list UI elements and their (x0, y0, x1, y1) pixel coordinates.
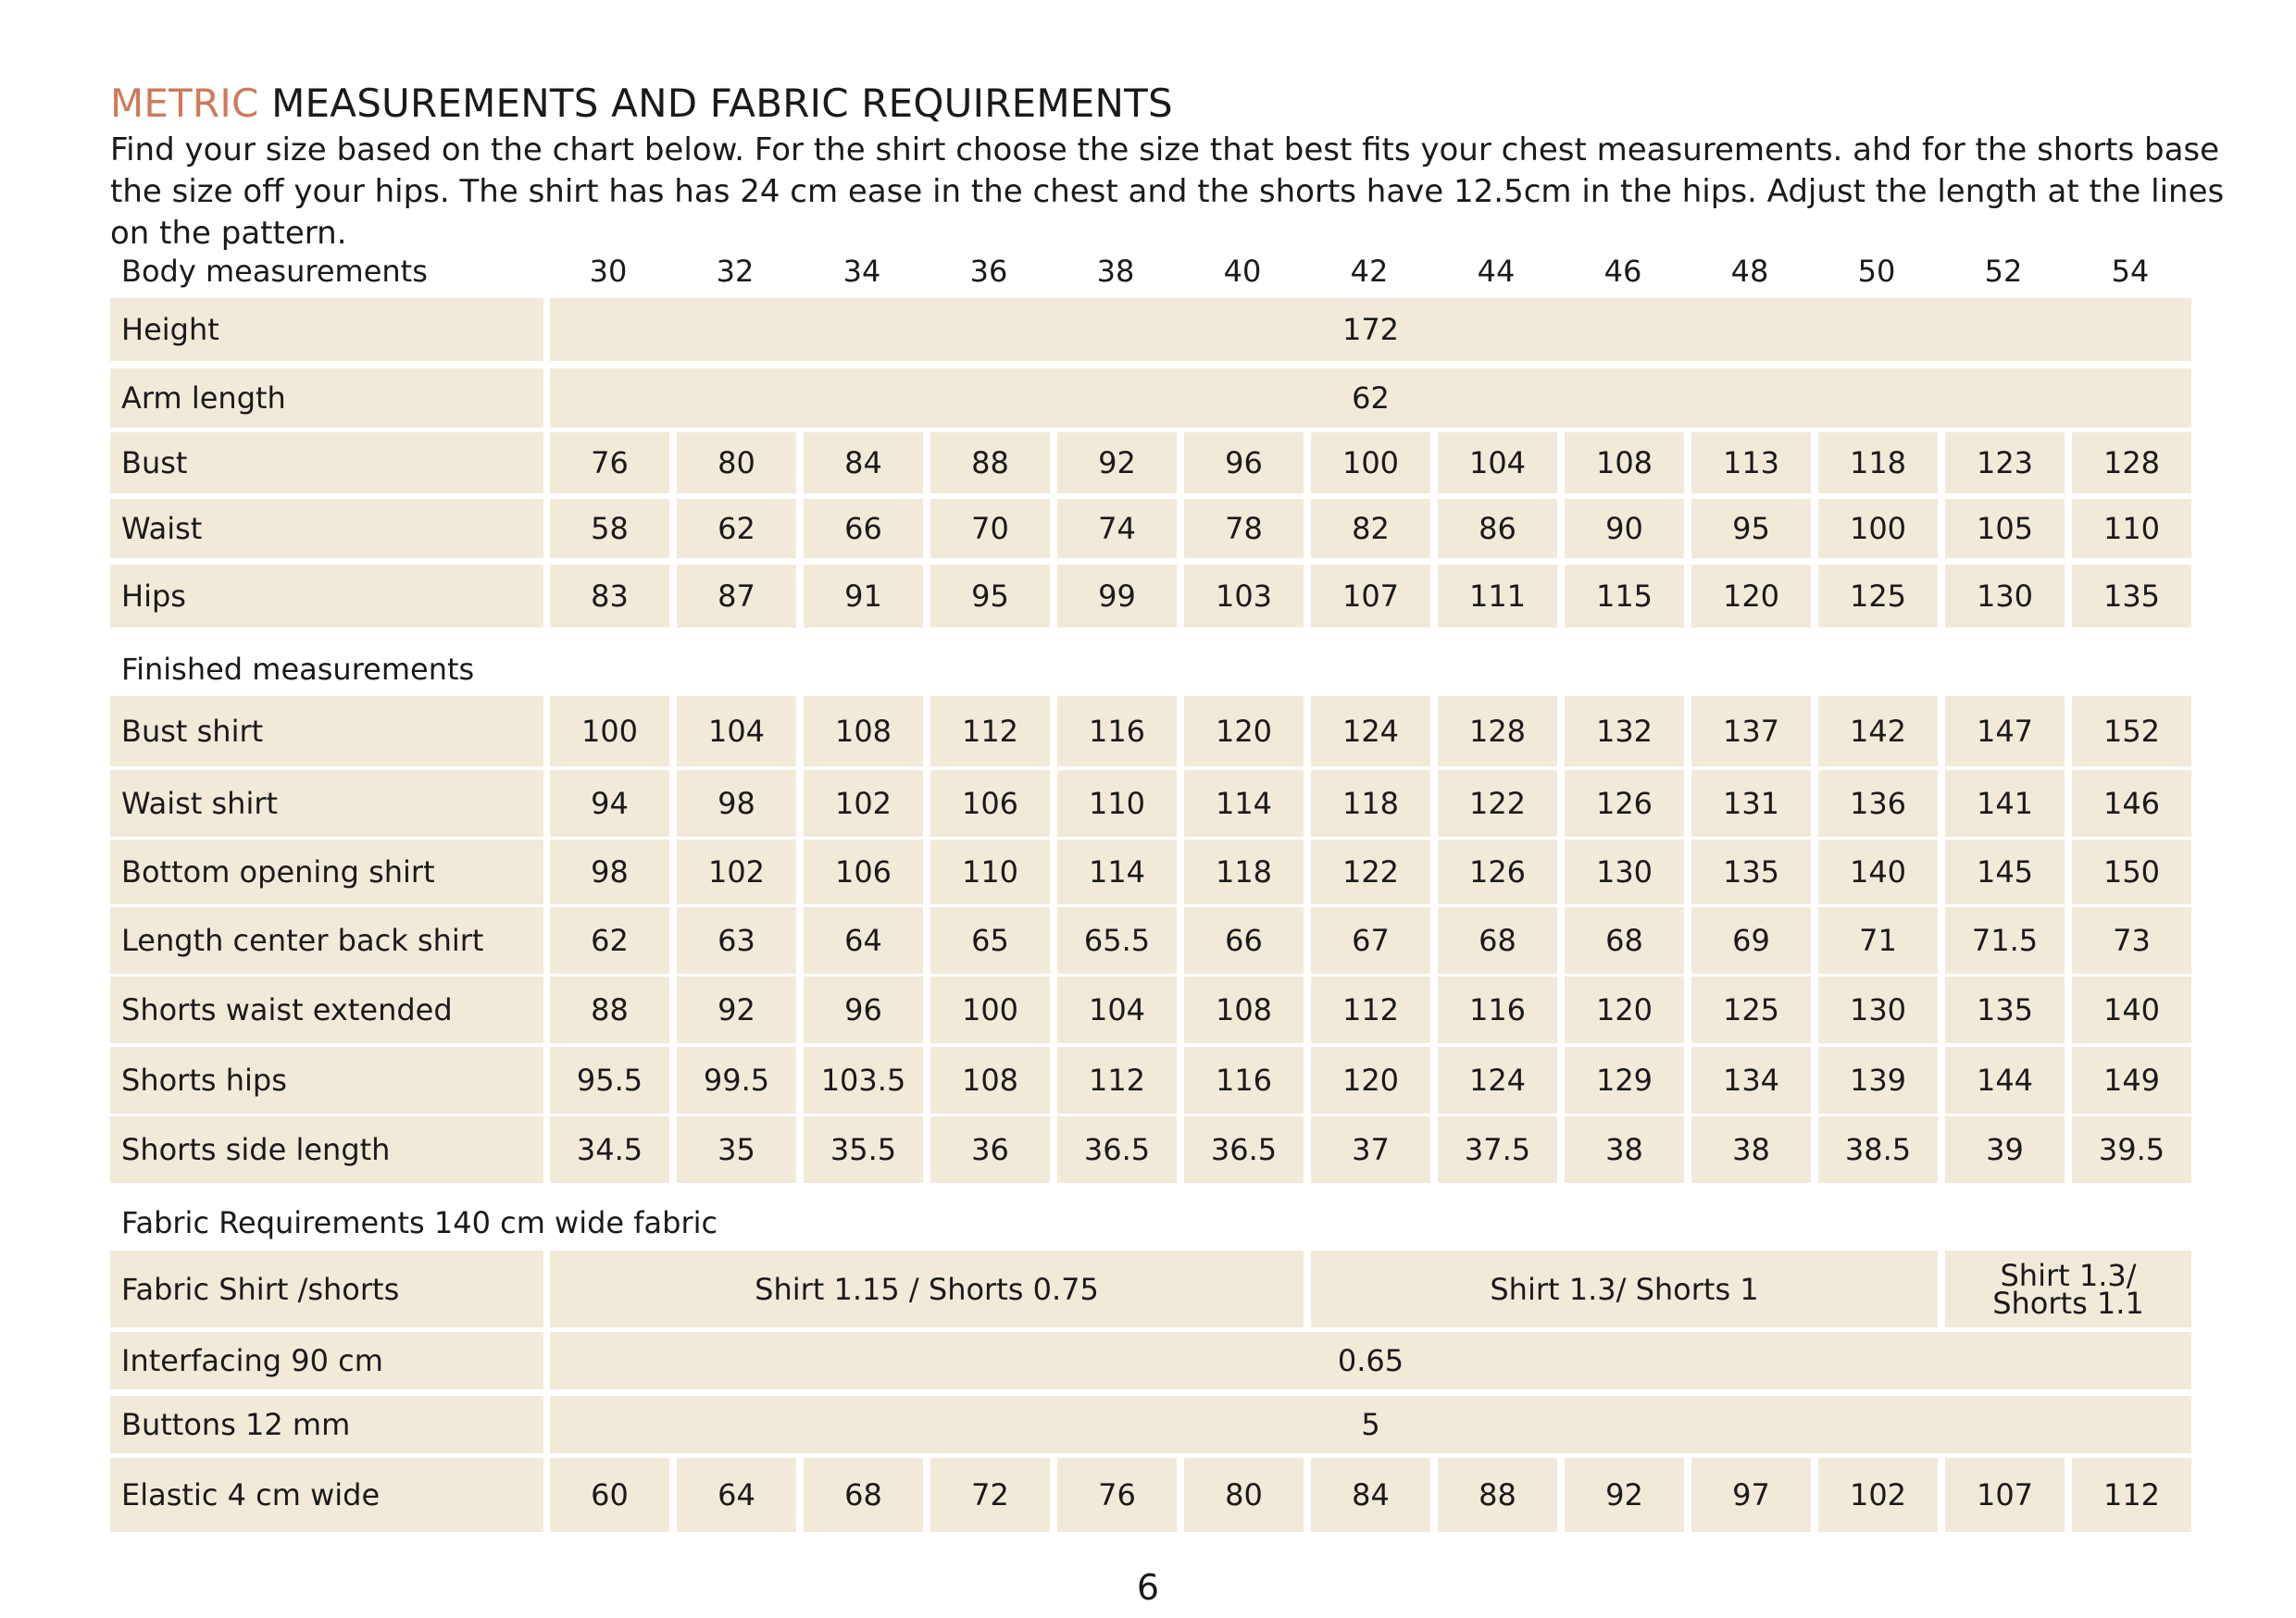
intro-line: on the pattern. (110, 215, 347, 252)
size-header: 52 (1984, 254, 2023, 289)
value-cell: 92 (1057, 432, 1177, 493)
value-cell: 78 (1184, 499, 1304, 558)
value-cell: 122 (1311, 840, 1430, 904)
value-cell: 112 (1057, 1047, 1177, 1114)
value-cell: 66 (1184, 907, 1304, 974)
value-cell: 135 (2072, 565, 2191, 628)
value-cell: 116 (1438, 977, 1557, 1043)
value-cell: 114 (1057, 840, 1177, 904)
value-cell: 108 (1184, 977, 1304, 1043)
size-header: 42 (1350, 254, 1389, 289)
value-cell: 126 (1438, 840, 1557, 904)
value-cell: 73 (2072, 907, 2191, 974)
value-cell: 136 (1818, 770, 1938, 837)
size-header: 54 (2111, 254, 2150, 289)
value-cell: 92 (677, 977, 796, 1043)
value-cell: 108 (930, 1047, 1050, 1114)
value-cell: 106 (930, 770, 1050, 837)
size-header: 40 (1223, 254, 1262, 289)
intro-line: the size off your hips. The shirt has has 24 cm ease in the chest and the shorts have 12.5cm in the hips. Adjust the length at the lines (110, 173, 2225, 210)
value-cell: 39.5 (2072, 1116, 2191, 1183)
value-cell: 95.5 (550, 1047, 669, 1114)
value-cell: 108 (804, 696, 923, 766)
group-value-cell: Shirt 1.15 / Shorts 0.75 (550, 1251, 1304, 1327)
row-label: Shorts waist extended (110, 977, 543, 1043)
value-cell: 90 (1565, 499, 1684, 558)
row-label: Bust shirt (110, 696, 543, 766)
value-cell: 107 (1945, 1458, 2065, 1532)
value-cell: 68 (804, 1458, 923, 1532)
value-cell: 152 (2072, 696, 2191, 766)
value-cell: 76 (1057, 1458, 1177, 1532)
page-number: 6 (1136, 1567, 1160, 1608)
value-cell: 97 (1691, 1458, 1811, 1532)
value-cell: 67 (1311, 907, 1430, 974)
value-cell: 145 (1945, 840, 2065, 904)
row-label: Interfacing 90 cm (110, 1332, 543, 1389)
value-cell: 65.5 (1057, 907, 1177, 974)
value-cell: 100 (930, 977, 1050, 1043)
value-cell: 100 (1818, 499, 1938, 558)
value-cell: 100 (550, 696, 669, 766)
value-cell: 130 (1945, 565, 2065, 628)
intro-line: Find your size based on the chart below. For the shirt choose the size that best fits your chest measurements. ahd for the shorts base (110, 131, 2220, 168)
value-cell: 38.5 (1818, 1116, 1938, 1183)
value-cell: 88 (1438, 1458, 1557, 1532)
value-cell: 140 (2072, 977, 2191, 1043)
value-cell: 108 (1565, 432, 1684, 493)
span-value-cell: 62 (550, 368, 2191, 428)
value-cell: 70 (930, 499, 1050, 558)
value-cell: 98 (550, 840, 669, 904)
value-cell: 112 (1311, 977, 1430, 1043)
value-cell: 114 (1184, 770, 1304, 837)
value-cell: 71 (1818, 907, 1938, 974)
value-cell: 100 (1311, 432, 1430, 493)
value-cell: 102 (1818, 1458, 1938, 1532)
value-cell: 72 (930, 1458, 1050, 1532)
value-cell: 96 (804, 977, 923, 1043)
value-cell: 144 (1945, 1047, 2065, 1114)
value-cell: 99 (1057, 565, 1177, 628)
size-header: 30 (589, 254, 628, 289)
value-cell: 104 (677, 696, 796, 766)
value-cell: 68 (1438, 907, 1557, 974)
value-cell: 124 (1438, 1047, 1557, 1114)
value-cell: 116 (1057, 696, 1177, 766)
row-label: Shorts side length (110, 1116, 543, 1183)
value-cell: 103 (1184, 565, 1304, 628)
span-value-cell: 172 (550, 298, 2191, 361)
size-header: 46 (1603, 254, 1642, 289)
page-title (110, 78, 1173, 130)
value-cell: 60 (550, 1458, 669, 1532)
value-cell: 88 (550, 977, 669, 1043)
value-cell: 62 (550, 907, 669, 974)
value-cell: 37.5 (1438, 1116, 1557, 1183)
value-cell: 142 (1818, 696, 1938, 766)
value-cell: 120 (1691, 565, 1811, 628)
row-label: Height (110, 298, 543, 361)
value-cell: 150 (2072, 840, 2191, 904)
value-cell: 111 (1438, 565, 1557, 628)
value-cell: 124 (1311, 696, 1430, 766)
value-cell: 135 (1945, 977, 2065, 1043)
value-cell: 64 (677, 1458, 796, 1532)
value-cell: 128 (2072, 432, 2191, 493)
value-cell: 146 (2072, 770, 2191, 837)
row-label: Length center back shirt (110, 907, 543, 974)
value-cell: 105 (1945, 499, 2065, 558)
value-cell: 149 (2072, 1047, 2191, 1114)
value-cell: 110 (1057, 770, 1177, 837)
value-cell: 65 (930, 907, 1050, 974)
value-cell: 122 (1438, 770, 1557, 837)
value-cell: 140 (1818, 840, 1938, 904)
value-cell: 36.5 (1184, 1116, 1304, 1183)
value-cell: 112 (2072, 1458, 2191, 1532)
value-cell: 120 (1311, 1047, 1430, 1114)
size-header: 44 (1477, 254, 1516, 289)
value-cell: 107 (1311, 565, 1430, 628)
value-cell: 80 (677, 432, 796, 493)
value-cell: 125 (1691, 977, 1811, 1043)
value-cell: 74 (1057, 499, 1177, 558)
value-cell: 38 (1691, 1116, 1811, 1183)
value-cell: 64 (804, 907, 923, 974)
row-label: Waist shirt (110, 770, 543, 837)
row-label: Arm length (110, 368, 543, 428)
value-cell: 91 (804, 565, 923, 628)
value-cell: 134 (1691, 1047, 1811, 1114)
value-cell: 118 (1311, 770, 1430, 837)
value-cell: 135 (1691, 840, 1811, 904)
value-cell: 39 (1945, 1116, 2065, 1183)
value-cell: 103.5 (804, 1047, 923, 1114)
value-cell: 58 (550, 499, 669, 558)
value-cell: 94 (550, 770, 669, 837)
value-cell: 128 (1438, 696, 1557, 766)
value-cell: 35.5 (804, 1116, 923, 1183)
size-header: 32 (716, 254, 755, 289)
value-cell: 130 (1565, 840, 1684, 904)
size-header: 50 (1857, 254, 1896, 289)
row-label: Shorts hips (110, 1047, 543, 1114)
value-cell: 115 (1565, 565, 1684, 628)
value-cell: 66 (804, 499, 923, 558)
size-header: 48 (1730, 254, 1769, 289)
value-cell: 36 (930, 1116, 1050, 1183)
row-label: Buttons 12 mm (110, 1396, 543, 1453)
row-label: Bust (110, 432, 543, 493)
value-cell: 130 (1818, 977, 1938, 1043)
value-cell: 87 (677, 565, 796, 628)
value-cell: 84 (804, 432, 923, 493)
value-cell: 129 (1565, 1047, 1684, 1114)
value-cell: 96 (1184, 432, 1304, 493)
value-cell: 34.5 (550, 1116, 669, 1183)
value-cell: 141 (1945, 770, 2065, 837)
row-label: Elastic 4 cm wide (110, 1458, 543, 1532)
size-header: 38 (1096, 254, 1135, 289)
value-cell: 92 (1565, 1458, 1684, 1532)
value-cell: 120 (1184, 696, 1304, 766)
value-cell: 80 (1184, 1458, 1304, 1532)
value-cell: 71.5 (1945, 907, 2065, 974)
section-label-finished: Finished measurements (121, 652, 475, 687)
value-cell: 69 (1691, 907, 1811, 974)
value-cell: 118 (1818, 432, 1938, 493)
value-cell: 36.5 (1057, 1116, 1177, 1183)
size-header: 36 (969, 254, 1008, 289)
value-cell: 82 (1311, 499, 1430, 558)
value-cell: 95 (930, 565, 1050, 628)
row-label: Hips (110, 565, 543, 628)
value-cell: 84 (1311, 1458, 1430, 1532)
value-cell: 112 (930, 696, 1050, 766)
value-cell: 139 (1818, 1047, 1938, 1114)
value-cell: 99.5 (677, 1047, 796, 1114)
span-value-cell: 5 (550, 1396, 2191, 1453)
value-cell: 102 (677, 840, 796, 904)
value-cell: 63 (677, 907, 796, 974)
value-cell: 95 (1691, 499, 1811, 558)
value-cell: 132 (1565, 696, 1684, 766)
value-cell: 123 (1945, 432, 2065, 493)
value-cell: 110 (2072, 499, 2191, 558)
group-value-cell: Shirt 1.3/ Shorts 1 (1311, 1251, 1938, 1327)
value-cell: 137 (1691, 696, 1811, 766)
value-cell: 88 (930, 432, 1050, 493)
value-cell: 116 (1184, 1047, 1304, 1114)
value-cell: 147 (1945, 696, 2065, 766)
value-cell: 126 (1565, 770, 1684, 837)
row-label: Bottom opening shirt (110, 840, 543, 904)
value-cell: 37 (1311, 1116, 1430, 1183)
value-cell: 76 (550, 432, 669, 493)
title-rest: MEASUREMENTS AND FABRIC REQUIREMENTS (258, 81, 1173, 126)
size-header: 34 (842, 254, 881, 289)
value-cell: 104 (1057, 977, 1177, 1043)
intro-text (110, 130, 2225, 255)
value-cell: 38 (1565, 1116, 1684, 1183)
value-cell: 86 (1438, 499, 1557, 558)
span-value-cell: 0.65 (550, 1332, 2191, 1389)
value-cell: 106 (804, 840, 923, 904)
value-cell: 68 (1565, 907, 1684, 974)
value-cell: 102 (804, 770, 923, 837)
value-cell: 125 (1818, 565, 1938, 628)
value-cell: 35 (677, 1116, 796, 1183)
value-cell: 98 (677, 770, 796, 837)
value-cell: 110 (930, 840, 1050, 904)
row-label: Fabric Shirt /shorts (110, 1251, 543, 1327)
value-cell: 118 (1184, 840, 1304, 904)
title-accent: METRIC (110, 81, 259, 126)
value-cell: 83 (550, 565, 669, 628)
section-label-fabric: Fabric Requirements 140 cm wide fabric (121, 1205, 718, 1240)
value-cell: 62 (677, 499, 796, 558)
value-cell: 131 (1691, 770, 1811, 837)
value-cell: 120 (1565, 977, 1684, 1043)
value-cell: 104 (1438, 432, 1557, 493)
value-cell: 113 (1691, 432, 1811, 493)
row-label: Waist (110, 499, 543, 558)
section-label-body: Body measurements (121, 254, 428, 289)
group-value-cell: Shirt 1.3/ Shorts 1.1 (1945, 1251, 2191, 1327)
